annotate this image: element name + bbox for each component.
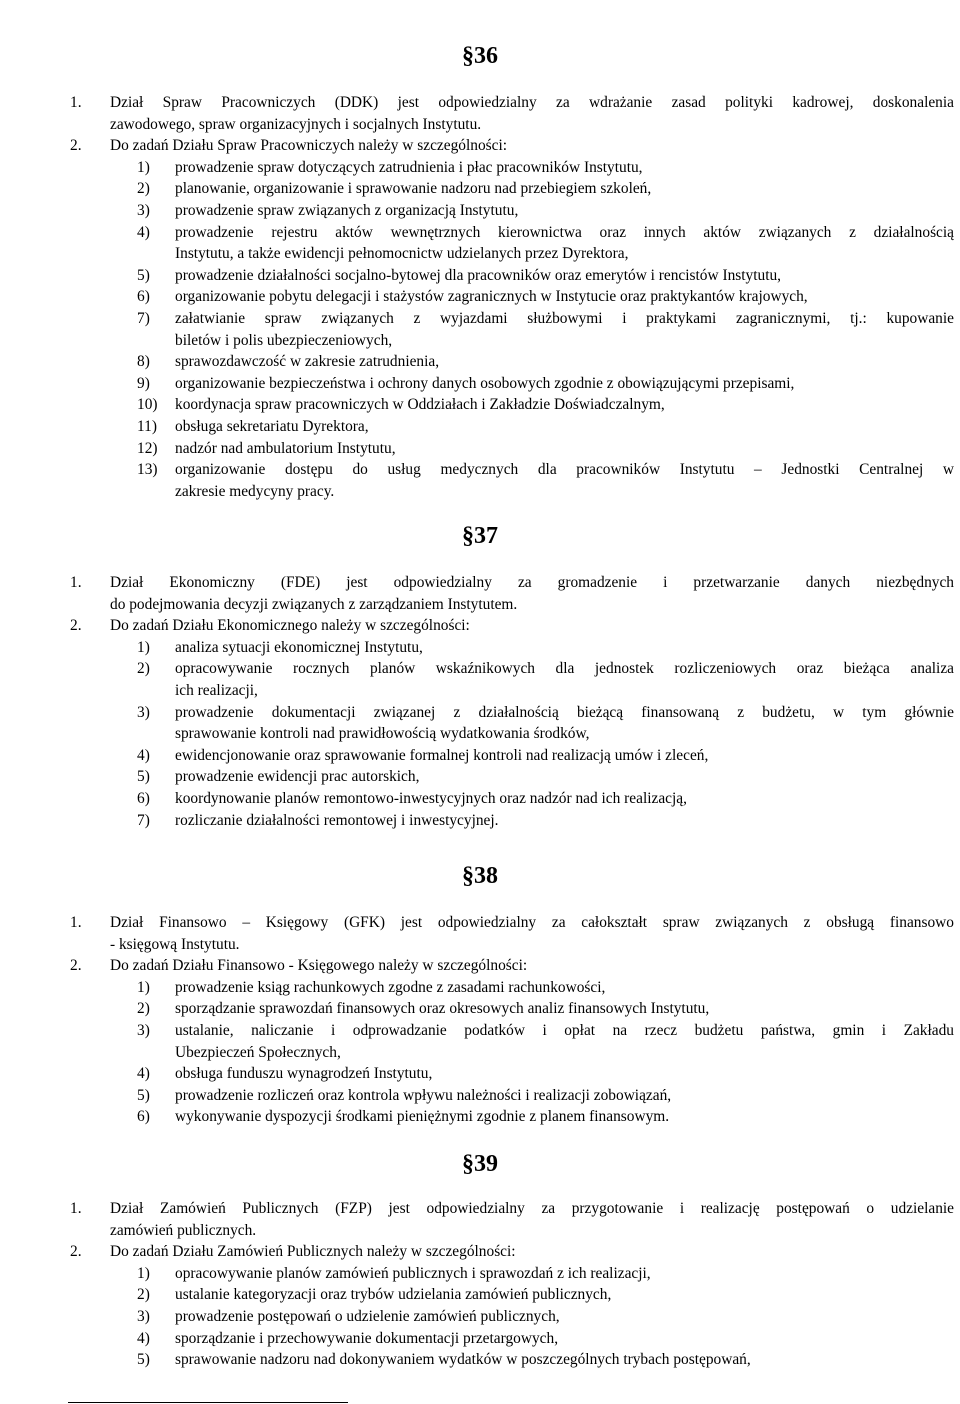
text-line: ich realizacji, (175, 682, 258, 699)
text-line: obsługa funduszu wynagrodzeń Instytutu, (175, 1065, 433, 1083)
text-line: Do zadań Działu Zamówień Publicznych należy w szczególności: (110, 1243, 516, 1261)
list-number: 3) (137, 202, 150, 219)
text-line: Dział Ekonomiczny (FDE) jest odpowiedzialny za gromadzenie i przetwarzanie danych niezbędnych (110, 574, 954, 591)
text-line: - księgową Instytutu. (110, 935, 240, 953)
list-number: 13) (137, 461, 158, 479)
list-number: 2) (137, 1000, 150, 1018)
list-number: 5) (137, 266, 150, 284)
list-number: 2. (70, 957, 82, 975)
footnote-rule (68, 1402, 348, 1403)
text-line: biletów i polis ubezpieczeniowych, (175, 331, 393, 349)
text-line: analiza sytuacji ekonomicznej Instytutu, (175, 638, 423, 656)
text-line: opracowywanie rocznych planów wskaźnikowych dla jednostek rozliczeniowych oraz bieżąca analiza (175, 660, 954, 678)
list-number: 1) (137, 978, 150, 996)
list-number: 1. (70, 914, 82, 931)
list-number: 3) (137, 1308, 150, 1325)
list-number: 8) (137, 353, 150, 371)
text-line: prowadzenie postępowań o udzielenie zamówień publicznych, (175, 1308, 560, 1325)
text-line: organizowanie dostępu do usług medycznych dla pracowników Instytutu – Jednostki Centralnej w (175, 461, 954, 479)
text-line: prowadzenie rejestru aktów wewnętrznych kierownictwa oraz innych aktów związanych z działalnością (175, 223, 954, 241)
section-heading: §36 (462, 43, 498, 69)
list-number: 10) (137, 396, 158, 414)
list-number: 4) (137, 223, 150, 241)
text-line: sprawowanie nadzoru nad dokonywaniem wydatków w poszczególnych trybach postępowań, (175, 1351, 751, 1369)
list-number: 7) (137, 310, 150, 327)
list-number: 9) (137, 374, 150, 392)
list-number: 1. (70, 94, 82, 111)
list-number: 6) (137, 790, 150, 807)
list-number: 2. (70, 137, 82, 155)
list-number: 2. (70, 1243, 82, 1261)
text-line: prowadzenie ksiąg rachunkowych zgodne z zasadami rachunkowości, (175, 978, 606, 996)
text-line: rozliczanie działalności remontowej i inwestycyjnej. (175, 811, 499, 829)
list-number: 1) (137, 1264, 150, 1282)
list-number: 4) (137, 746, 150, 764)
text-line: załatwianie spraw związanych z wyjazdami służbowymi i praktykami zagranicznymi, tj.: kupowanie (175, 310, 954, 327)
text-line: sporządzanie i przechowywanie dokumentacji przetargowych, (175, 1329, 559, 1347)
text-line: prowadzenie dokumentacji związanej z działalnością bieżącą finansowaną z budżetu, w tym głównie (175, 703, 954, 721)
list-number: 2) (137, 660, 150, 678)
text-line: wykonywanie dyspozycji środkami pieniężnymi zgodnie z planem finansowym. (175, 1108, 670, 1126)
text-line: zawodowego, spraw organizacyjnych i socjalnych Instytutu. (110, 115, 482, 133)
section-heading: §39 (462, 1151, 498, 1177)
list-number: 2. (70, 617, 82, 635)
list-number: 3) (137, 1022, 150, 1039)
text-line: ustalanie kategoryzacji oraz trybów udzielania zamówień publicznych, (175, 1286, 612, 1304)
list-number: 4) (137, 1329, 150, 1347)
text-line: Dział Zamówień Publicznych (FZP) jest odpowiedzialny za przygotowanie i realizację postępowań o udzielanie (110, 1200, 954, 1217)
text-line: organizowanie pobytu delegacji i stażystów zagranicznych w Instytucie oraz praktykantów krajowych, (175, 288, 808, 306)
text-line: koordynowanie planów remontowo-inwestycyjnych oraz nadzór nad ich realizacją, (175, 790, 687, 807)
list-number: 7) (137, 811, 150, 829)
list-number: 6) (137, 1108, 150, 1126)
list-number: 5) (137, 1086, 150, 1104)
text-line: Dział Spraw Pracowniczych (DDK) jest odpowiedzialny za wdrażanie zasad polityki kadrowej, doskonalenia (110, 94, 954, 111)
text-line: prowadzenie działalności socjalno-bytowej dla pracowników oraz emerytów i rencistów Instytutu, (175, 266, 782, 284)
text-line: sporządzanie sprawozdań finansowych oraz okresowych analiz finansowych Instytutu, (175, 1000, 710, 1018)
text-line: Instytutu, a także ewidencji pełnomocnictw udzielanych przez Dyrektora, (175, 245, 629, 263)
text-line: prowadzenie spraw związanych z organizacją Instytutu, (175, 202, 519, 219)
text-line: prowadzenie spraw dotyczących zatrudnienia i płac pracowników Instytutu, (175, 158, 643, 176)
list-number: 3) (137, 703, 150, 721)
text-line: zamówień publicznych. (110, 1221, 257, 1239)
list-number: 1. (70, 574, 82, 591)
text-line: koordynacja spraw pracowniczych w Oddziałach i Zakładzie Doświadczalnym, (175, 396, 665, 414)
list-number: 2) (137, 180, 150, 198)
text-line: obsługa sekretariatu Dyrektora, (175, 418, 369, 435)
section-heading: §37 (462, 523, 498, 549)
text-line: nadzór nad ambulatorium Instytutu, (175, 439, 396, 457)
text-line: Dział Finansowo – Księgowy (GFK) jest odpowiedzialny za całokształt spraw związanych z obsługą finansowo (110, 914, 954, 931)
text-line: opracowywanie planów zamówień publicznych i sprawozdań z ich realizacji, (175, 1264, 651, 1282)
text-line: sprawozdawczość w zakresie zatrudnienia, (175, 353, 440, 371)
section-heading: §38 (462, 863, 498, 889)
text-line: do podejmowania decyzji związanych z zarządzaniem Instytutem. (110, 595, 518, 613)
text-line: ustalanie, naliczanie i odprowadzanie podatków i opłat na rzecz budżetu państwa, gmin i Zakładu (175, 1022, 954, 1039)
text-line: Do zadań Działu Spraw Pracowniczych należy w szczególności: (110, 137, 508, 155)
text-line: Ubezpieczeń Społecznych, (175, 1043, 341, 1061)
list-number: 1. (70, 1200, 82, 1217)
text-line: planowanie, organizowanie i sprawowanie nadzoru nad przebiegiem szkoleń, (175, 180, 652, 198)
text-line: ewidencjonowanie oraz sprawowanie formalnej kontroli nad realizacją umów i zleceń, (175, 746, 709, 764)
text-line: organizowanie bezpieczeństwa i ochrony danych osobowych zgodnie z obowiązującymi przepisami, (175, 374, 795, 392)
list-number: 12) (137, 439, 158, 457)
text-line: prowadzenie ewidencji prac autorskich, (175, 768, 420, 786)
list-number: 6) (137, 288, 150, 306)
text-line: Do zadań Działu Finansowo - Księgowego należy w szczególności: (110, 957, 528, 975)
text-line: Do zadań Działu Ekonomicznego należy w szczególności: (110, 617, 470, 635)
list-number: 1) (137, 158, 150, 176)
list-number: 5) (137, 768, 150, 786)
text-line: sprawowanie kontroli nad prawidłowością wydatkowania środków, (175, 725, 590, 743)
list-number: 2) (137, 1286, 150, 1304)
list-number: 1) (137, 638, 150, 656)
text-line: prowadzenie rozliczeń oraz kontrola wpływu należności i realizacji zobowiązań, (175, 1086, 672, 1104)
text-line: zakresie medycyny pracy. (175, 482, 335, 500)
list-number: 5) (137, 1351, 150, 1369)
list-number: 4) (137, 1065, 150, 1083)
list-number: 11) (137, 418, 157, 435)
